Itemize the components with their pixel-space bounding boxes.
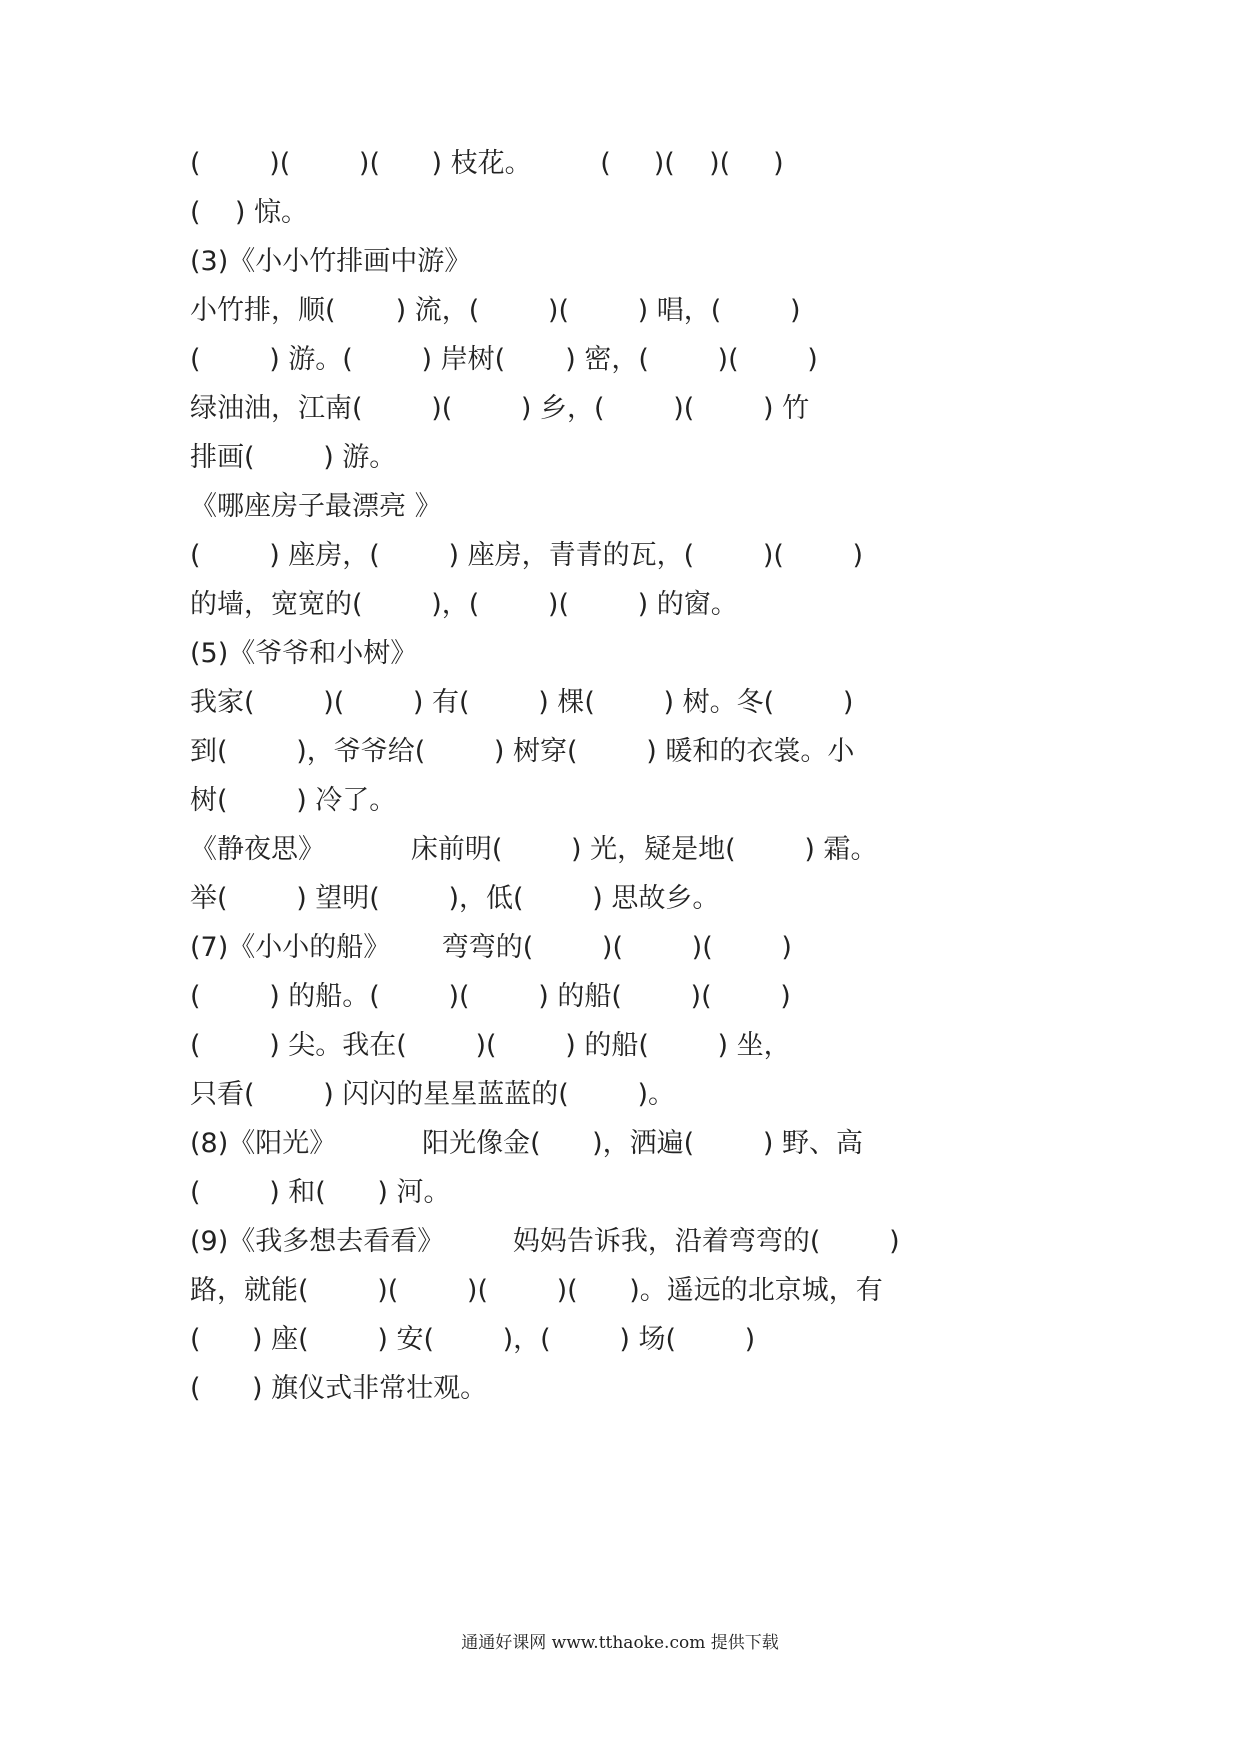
text-line: ( ) 座房，( ) 座房，青青的瓦，( )( ) — [190, 540, 864, 571]
page-footer: 通通好课网 www.tthaoke.com 提供下载 — [461, 1633, 779, 1653]
text-line: 只看( ) 闪闪的星星蓝蓝的( )。 — [190, 1079, 676, 1110]
text-line: ( ) 旗仪式非常壮观。 — [190, 1373, 488, 1404]
text-line: ( )( )( ) 枝花。 ( )( )( ) — [190, 148, 784, 179]
text-line: 路，就能( )( )( )( )。遥远的北京城，有 — [190, 1275, 883, 1306]
text-line: 举( ) 望明( )，低( ) 思故乡。 — [190, 883, 720, 914]
text-line: 到( )，爷爷给( ) 树穿( ) 暖和的衣裳。小 — [190, 736, 855, 767]
text-line: ( ) 游。( ) 岸树( ) 密，( )( ) — [190, 344, 818, 375]
text-line: (7)《小小的船》 弯弯的( )( )( ) — [190, 932, 792, 963]
text-line: ( ) 的船。( )( ) 的船( )( ) — [190, 981, 791, 1012]
text-line: ( ) 惊。 — [190, 197, 308, 228]
text-line: ( ) 和( ) 河。 — [190, 1177, 451, 1208]
text-line: 小竹排，顺( ) 流，( )( ) 唱，( ) — [190, 295, 801, 326]
section-heading: (5)《爷爷和小树》 — [190, 638, 418, 669]
text-line: 绿油油，江南( )( ) 乡，( )( ) 竹 — [190, 393, 810, 424]
text-line: ( ) 座( ) 安( )，( ) 场( ) — [190, 1324, 756, 1355]
text-line: 的墙，宽宽的( )，( )( ) 的窗。 — [190, 589, 738, 620]
text-line: ( ) 尖。我在( )( ) 的船( ) 坐， — [190, 1030, 791, 1061]
text-line: 《静夜思》 床前明( ) 光，疑是地( ) 霜。 — [190, 834, 878, 865]
text-line: 树( ) 冷了。 — [190, 785, 397, 816]
section-heading: (3)《小小竹排画中游》 — [190, 246, 472, 277]
section-heading: 《哪座房子最漂亮 》 — [190, 491, 442, 522]
text-line: 排画( ) 游。 — [190, 442, 397, 473]
text-line: (9)《我多想去看看》 妈妈告诉我，沿着弯弯的( ) — [190, 1226, 900, 1257]
text-line: 我家( )( ) 有( ) 棵( ) 树。冬( ) — [190, 687, 854, 718]
text-line: (8)《阳光》 阳光像金( )，洒遍( ) 野、高 — [190, 1128, 863, 1159]
